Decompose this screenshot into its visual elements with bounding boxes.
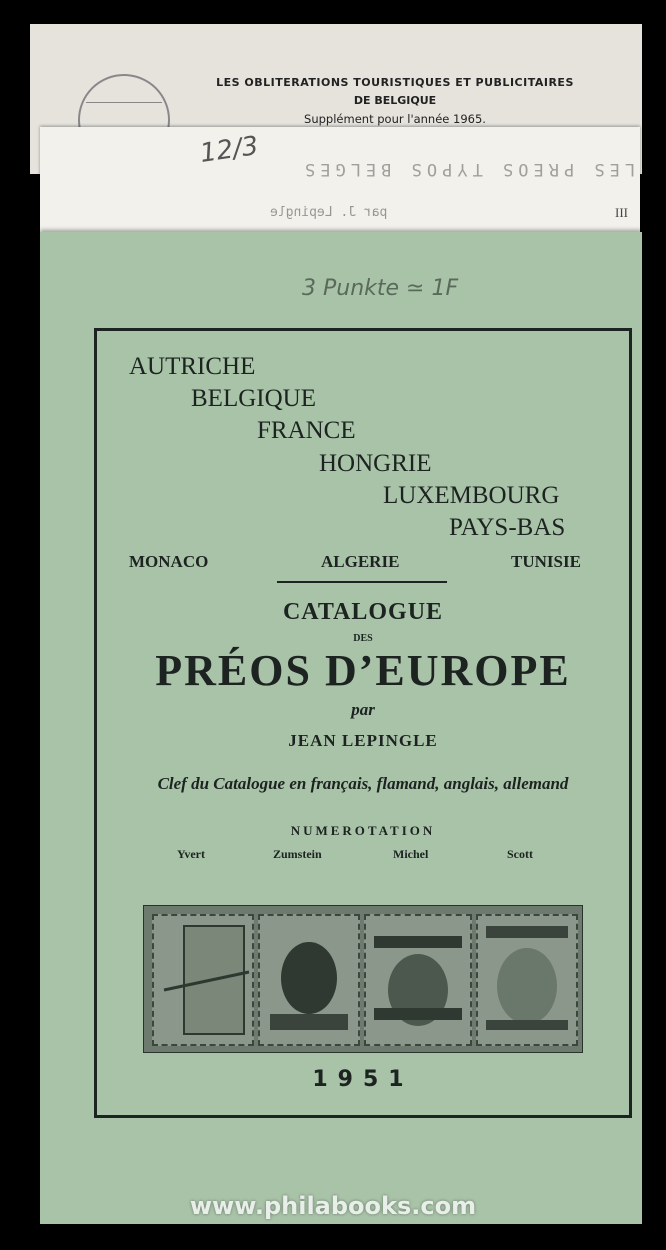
- handwritten-number: 12/3: [198, 131, 261, 169]
- pencil-note: 3 Punkte ≃ 1F: [302, 276, 459, 301]
- divider: [277, 581, 447, 583]
- country-autriche: AUTRICHE: [129, 353, 256, 380]
- des-label: DES: [353, 633, 373, 644]
- par-label: par: [351, 700, 375, 719]
- system-scott: Scott: [507, 847, 533, 861]
- postmark-bar: [86, 102, 162, 103]
- clef-line: Clef du Catalogue en français, flamand, anglais, allemand: [157, 774, 569, 793]
- roman-numeral: III: [615, 205, 628, 220]
- country-belgique: BELGIQUE: [191, 385, 316, 412]
- main-title: PRÉOS D’EUROPE: [155, 646, 571, 695]
- country-algerie: ALGERIE: [321, 552, 400, 571]
- publication-year: 1951: [312, 1067, 414, 1092]
- catalogue-cover: [40, 232, 642, 1224]
- system-yvert: Yvert: [177, 847, 205, 861]
- country-pays-bas: PAYS-BAS: [449, 514, 566, 541]
- country-monaco: MONACO: [129, 552, 209, 571]
- obliterations-title-line-2: DE BELGIQUE: [353, 94, 437, 107]
- cover-frame: [94, 328, 632, 1118]
- country-tunisie: TUNISIE: [511, 552, 581, 571]
- obliterations-subtitle: Supplément pour l'année 1965.: [304, 112, 486, 126]
- numerotation-heading: NUMEROTATION: [290, 823, 436, 838]
- country-hongrie: HONGRIE: [319, 450, 432, 477]
- watermark: www.philabooks.com: [189, 1192, 477, 1220]
- system-michel: Michel: [393, 847, 429, 861]
- stamp-image-3: [364, 914, 472, 1046]
- catalogue-heading: CATALOGUE: [282, 599, 444, 625]
- stamp-image-2: [258, 914, 360, 1046]
- mirrored-author: par J. Lepingle: [270, 205, 388, 220]
- obliterations-title-line-1: LES OBLITERATIONS TOURISTIQUES ET PUBLICITAIRES: [216, 76, 574, 89]
- stamp-image-4: [476, 914, 578, 1046]
- stamp-illustration: [143, 905, 583, 1053]
- author-name: JEAN LEPINGLE: [288, 731, 438, 750]
- back-sheet-typos-belges: [40, 127, 640, 247]
- country-france: FRANCE: [257, 417, 356, 444]
- country-luxembourg: LUXEMBOURG: [383, 482, 560, 509]
- mirrored-title: LES PREOS TYPOS BELGES: [300, 159, 636, 179]
- stamp-image-1: [152, 914, 254, 1046]
- system-zumstein: Zumstein: [273, 847, 322, 861]
